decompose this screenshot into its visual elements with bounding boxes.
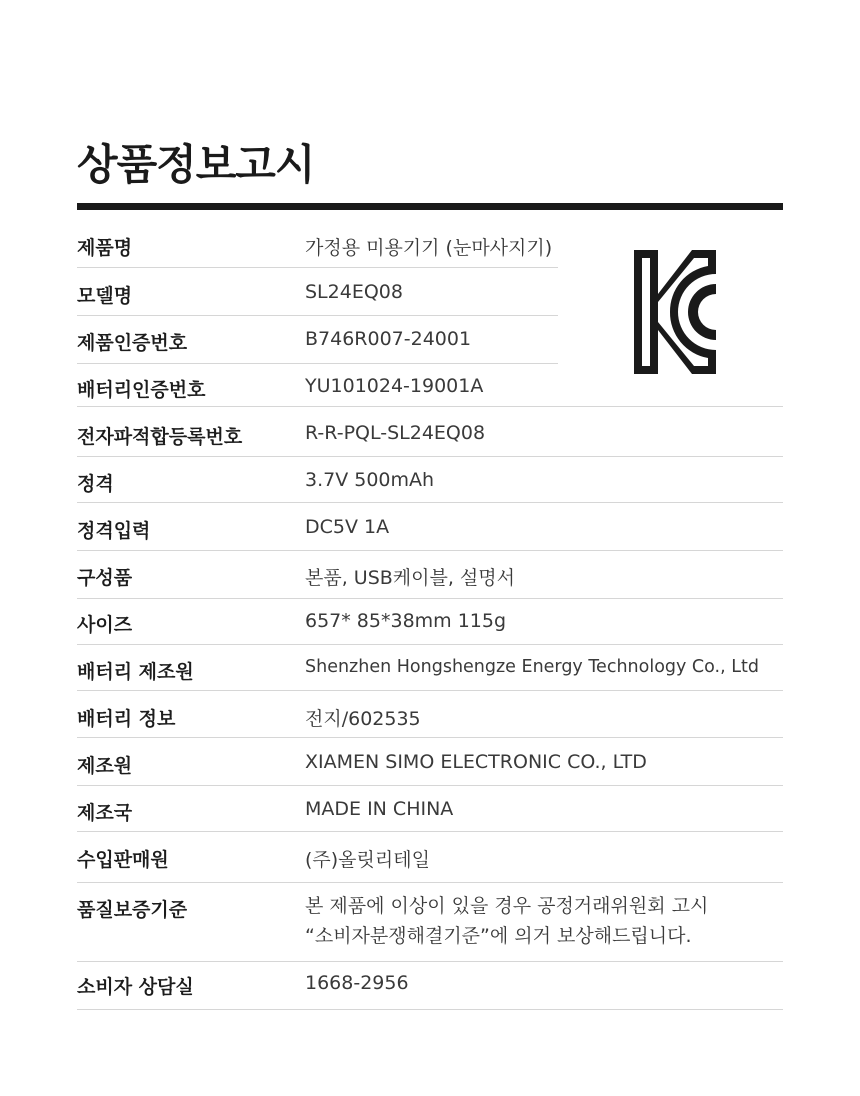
row-label: 수입판매원 [77, 849, 169, 871]
row-label: 사이즈 [77, 614, 133, 636]
row-value: Shenzhen Hongshengze Energy Technology Co., Ltd [305, 657, 759, 677]
row-value: 가정용 미용기기 (눈마사지기) [305, 237, 553, 259]
row-value: 657* 85*38mm 115g [305, 610, 507, 632]
row-value: R-R-PQL-SL24EQ08 [305, 422, 486, 444]
row-label: 정격 [77, 473, 114, 495]
row-label: 제조원 [77, 755, 133, 777]
row-label: 전자파적합등록번호 [77, 426, 243, 448]
row-value: SL24EQ08 [305, 281, 403, 303]
row-divider [77, 737, 783, 738]
row-divider [77, 315, 558, 316]
row-label: 품질보증기준 [77, 899, 188, 921]
row-label: 제품명 [77, 237, 133, 259]
row-divider [77, 456, 783, 457]
row-value [305, 891, 708, 951]
row-value-line: 본 제품에 이상이 있을 경우 공정거래위원회 고시 [305, 895, 709, 917]
row-divider [77, 882, 783, 883]
row-divider [77, 785, 783, 786]
row-value: B746R007-24001 [305, 328, 472, 350]
row-label: 정격입력 [77, 520, 151, 542]
row-divider [77, 502, 783, 503]
row-label: 모델명 [77, 285, 133, 307]
row-value: 3.7V 500mAh [305, 469, 435, 491]
row-divider [77, 267, 558, 268]
row-value: XIAMEN SIMO ELECTRONIC CO., LTD [305, 751, 647, 773]
row-value: 전지/602535 [305, 708, 421, 730]
row-divider [77, 363, 558, 364]
row-divider [77, 406, 783, 407]
row-label: 구성품 [77, 567, 133, 589]
row-divider [77, 598, 783, 599]
row-value: 본품, USB케이블, 설명서 [305, 567, 515, 589]
row-label: 배터리인증번호 [77, 379, 206, 401]
row-label: 제품인증번호 [77, 332, 188, 354]
row-value: 1668-2956 [305, 972, 409, 994]
row-label: 배터리 제조원 [77, 661, 194, 683]
row-value: MADE IN CHINA [305, 798, 454, 820]
row-label: 소비자 상담실 [77, 976, 194, 998]
row-divider [77, 831, 783, 832]
row-divider [77, 1009, 783, 1010]
row-value-line: “소비자분쟁해결기준”에 의거 보상해드립니다. [305, 925, 692, 947]
title-divider [77, 203, 783, 210]
row-label: 배터리 정보 [77, 708, 176, 730]
row-label: 제조국 [77, 802, 133, 824]
row-divider [77, 690, 783, 691]
row-value: YU101024-19001A [305, 375, 484, 397]
page-title: 상품정보고시 [77, 140, 315, 189]
row-divider [77, 644, 783, 645]
row-value: DC5V 1A [305, 516, 390, 538]
row-divider [77, 550, 783, 551]
row-value: (주)올릿리테일 [305, 849, 430, 871]
kc-mark-icon [634, 250, 716, 374]
row-divider [77, 961, 783, 962]
